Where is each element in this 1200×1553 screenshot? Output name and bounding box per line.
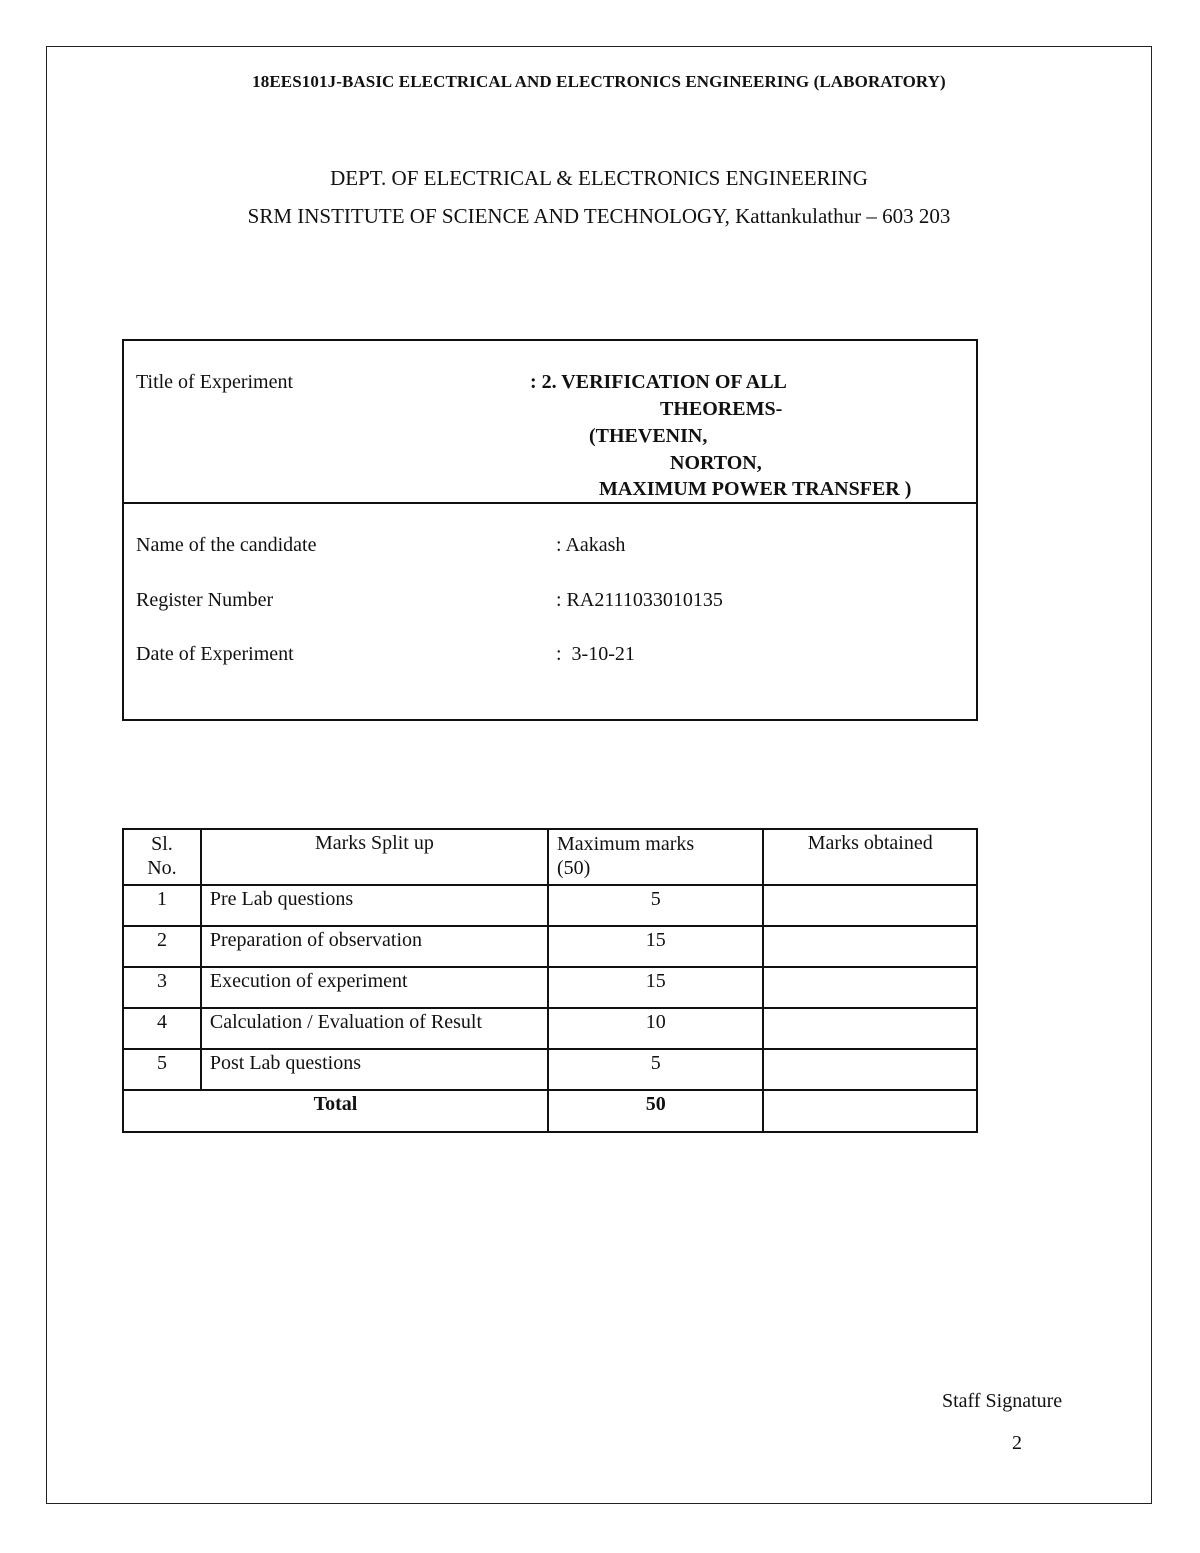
row-obtained (763, 926, 977, 967)
row-obtained (763, 885, 977, 926)
date-label: Date of Experiment (136, 643, 294, 665)
experiment-info-box (122, 339, 978, 721)
row-max: 15 (548, 967, 764, 1008)
title-line-1: : 2. VERIFICATION OF ALL (530, 371, 787, 393)
institute-name: SRM INSTITUTE OF SCIENCE AND TECHNOLOGY, Kattankulathur – 603 203 (247, 204, 951, 228)
staff-signature-label: Staff Signature (942, 1390, 1063, 1412)
row-max: 5 (548, 885, 764, 926)
total-obtained (763, 1090, 977, 1132)
table-row (123, 1049, 977, 1090)
row-max: 5 (548, 1049, 764, 1090)
row-item: Preparation of observation (201, 926, 548, 967)
candidate-label: Name of the candidate (136, 534, 317, 556)
page-number: 2 (1012, 1432, 1022, 1454)
total-row (123, 1090, 977, 1132)
row-item: Calculation / Evaluation of Result (201, 1008, 548, 1049)
max-header-line-1: Maximum marks (556, 833, 695, 855)
row-obtained (763, 1008, 977, 1049)
sl-header-line-2: No. (147, 857, 177, 879)
row-item: Post Lab questions (201, 1049, 548, 1090)
row-sl: 2 (123, 926, 201, 967)
row-item: Pre Lab questions (201, 885, 548, 926)
title-line-2: THEOREMS- (660, 398, 783, 420)
row-obtained (763, 1049, 977, 1090)
table-row (123, 885, 977, 926)
marks-split-header: Marks Split up (201, 829, 548, 885)
department-name: DEPT. OF ELECTRICAL & ELECTRONICS ENGINEERING (330, 166, 868, 190)
row-obtained (763, 967, 977, 1008)
sl-no-header (123, 829, 201, 885)
total-max: 50 (548, 1090, 764, 1132)
title-line-3: (THEVENIN, (589, 425, 708, 447)
register-value: : RA2111033010135 (556, 589, 723, 611)
sl-header-line-1: Sl. (151, 833, 173, 855)
date-value: : 3-10-21 (556, 643, 635, 665)
page-border (46, 46, 1152, 1504)
marks-obtained-header: Marks obtained (763, 829, 977, 885)
title-line-5: MAXIMUM POWER TRANSFER ) (599, 478, 912, 500)
table-row (123, 1008, 977, 1049)
table-header-row (123, 829, 977, 885)
row-item: Execution of experiment (201, 967, 548, 1008)
course-header: 18EES101J-BASIC ELECTRICAL AND ELECTRONICS ENGINEERING (LABORATORY) (252, 72, 946, 91)
marks-table (122, 828, 978, 1133)
title-line-4: NORTON, (670, 452, 762, 474)
total-label: Total (123, 1090, 548, 1132)
table-row (123, 926, 977, 967)
title-label: Title of Experiment (136, 371, 294, 393)
max-header-line-2: (50) (556, 857, 591, 879)
row-max: 10 (548, 1008, 764, 1049)
row-sl: 1 (123, 885, 201, 926)
info-divider (124, 502, 976, 504)
table-row (123, 967, 977, 1008)
register-label: Register Number (136, 589, 274, 611)
maximum-marks-header (548, 829, 764, 885)
row-sl: 4 (123, 1008, 201, 1049)
row-sl: 3 (123, 967, 201, 1008)
candidate-value: : Aakash (556, 534, 626, 556)
row-sl: 5 (123, 1049, 201, 1090)
row-max: 15 (548, 926, 764, 967)
